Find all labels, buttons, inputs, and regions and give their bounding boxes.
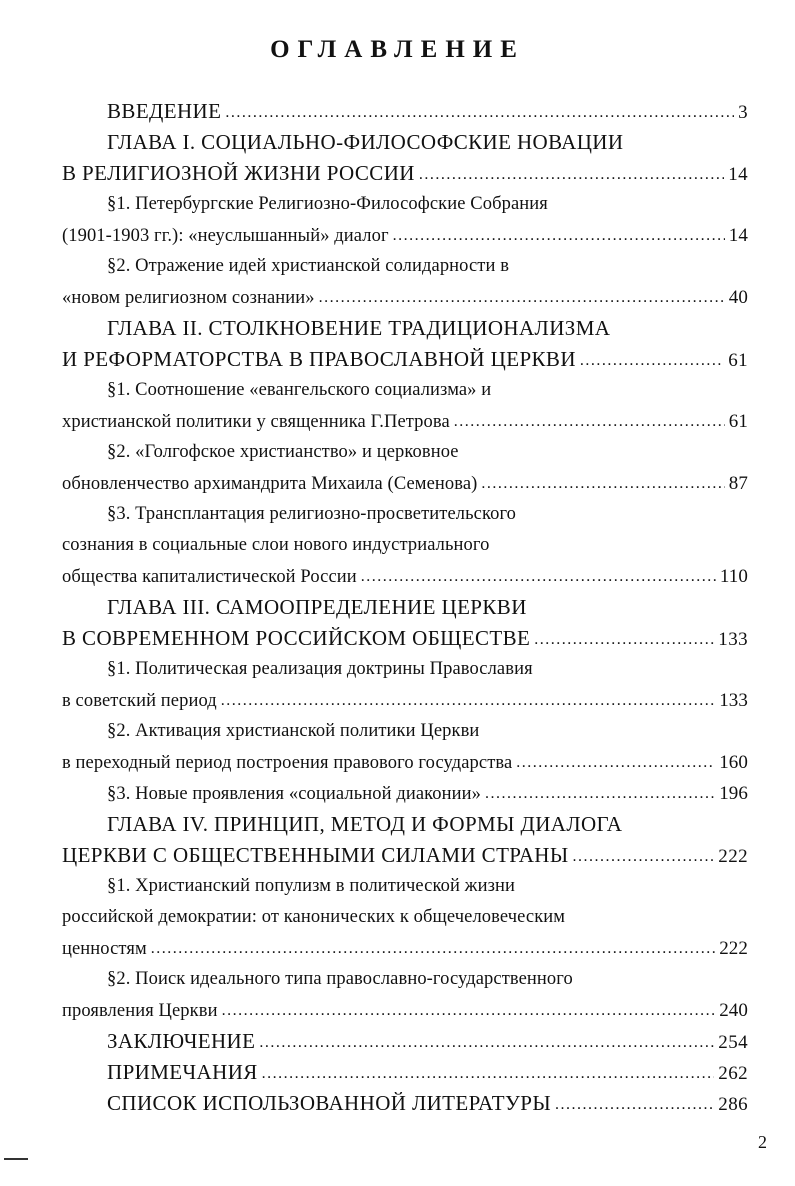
toc-page-number: 262 xyxy=(718,1063,748,1084)
dot-leader xyxy=(481,468,724,499)
toc-section-3-3[interactable] xyxy=(62,778,748,809)
toc-entry-title: §2. Активация христианской политики Церкви xyxy=(107,721,480,741)
toc-entry-title: В РЕЛИГИОЗНОЙ ЖИЗНИ РОССИИ xyxy=(62,161,415,185)
dot-leader xyxy=(259,1027,714,1058)
toc-entry-title: ВВЕДЕНИЕ xyxy=(107,99,222,123)
toc-entry-title: §2. Поиск идеального типа православно-государственного xyxy=(107,969,573,989)
toc-entry-title: §2. Отражение идей христианской солидарности в xyxy=(107,256,510,276)
dot-leader xyxy=(151,933,715,964)
toc-chapter-1-line1[interactable] xyxy=(62,127,748,158)
toc-entry-title: §1. Соотношение «евангельского социализма» и xyxy=(107,380,492,400)
toc-section-4-1-line3[interactable] xyxy=(62,933,748,964)
toc-page-number: 222 xyxy=(718,846,748,867)
toc-page-number: 61 xyxy=(728,411,748,432)
toc-entry-title: сознания в социальные слои нового индустриального xyxy=(62,535,490,555)
dot-leader xyxy=(516,747,715,778)
dot-leader xyxy=(393,220,725,251)
toc-entry-title: (1901-1903 гг.): «неуслышанный» диалог xyxy=(62,226,389,246)
toc-entry-title: §1. Политическая реализация доктрины Православия xyxy=(107,659,533,679)
toc-chapter-2-line2[interactable] xyxy=(62,344,748,375)
toc-page-number: 3 xyxy=(738,102,748,123)
toc-section-4-2-line1[interactable] xyxy=(62,964,748,995)
toc-section-3-2-line2[interactable] xyxy=(62,747,748,778)
toc-section-1-2-line2[interactable] xyxy=(62,282,748,313)
toc-chapter-2-line1[interactable] xyxy=(62,313,748,344)
dot-leader xyxy=(573,841,715,872)
table-of-contents xyxy=(62,96,748,1119)
toc-section-1-2-line1[interactable] xyxy=(62,251,748,282)
toc-section-4-1-line2[interactable] xyxy=(62,902,748,933)
dot-leader xyxy=(262,1058,715,1089)
toc-section-2-3-line3[interactable] xyxy=(62,561,748,592)
page-number: 2 xyxy=(758,1132,767,1152)
dot-leader xyxy=(419,159,724,190)
toc-page-number: 87 xyxy=(728,473,748,494)
toc-entry-title: §2. «Голгофское христианство» и церковное xyxy=(107,442,459,462)
toc-entry-title: российской демократии: от канонических к общечеловеческим xyxy=(62,907,566,927)
toc-entry-title: общества капиталистической России xyxy=(62,567,357,587)
toc-entry-title: §3. Трансплантация религиозно-просветительского xyxy=(107,504,517,524)
toc-section-1-1-line1[interactable] xyxy=(62,189,748,220)
dot-leader xyxy=(225,97,734,128)
toc-entry-title: обновленчество архимандрита Михаила (Семенова) xyxy=(62,474,478,494)
toc-entry-bibliography[interactable] xyxy=(62,1088,748,1119)
toc-entry-title: ГЛАВА I. СОЦИАЛЬНО-ФИЛОСОФСКИЕ НОВАЦИИ xyxy=(107,130,624,154)
dot-leader xyxy=(319,282,725,313)
toc-page-number: 133 xyxy=(718,629,748,650)
toc-section-2-2-line2[interactable] xyxy=(62,468,748,499)
toc-section-3-1-line2[interactable] xyxy=(62,685,748,716)
toc-entry-title: ГЛАВА IV. ПРИНЦИП, МЕТОД И ФОРМЫ ДИАЛОГА xyxy=(107,812,623,836)
toc-chapter-4-line2[interactable] xyxy=(62,840,748,871)
toc-section-3-2-line1[interactable] xyxy=(62,716,748,747)
toc-section-2-3-line2[interactable] xyxy=(62,530,748,561)
toc-section-2-1-line2[interactable] xyxy=(62,406,748,437)
toc-page-number: 286 xyxy=(718,1094,748,1115)
toc-page-number: 240 xyxy=(719,1000,748,1021)
dot-leader xyxy=(580,345,724,376)
toc-chapter-1-line2[interactable] xyxy=(62,158,748,189)
toc-section-4-2-line2[interactable] xyxy=(62,995,748,1026)
toc-page-number: 222 xyxy=(719,938,748,959)
toc-entry-title: ГЛАВА III. САМООПРЕДЕЛЕНИЕ ЦЕРКВИ xyxy=(107,595,527,619)
toc-entry-title: христианской политики у священника Г.Петрова xyxy=(62,412,450,432)
toc-chapter-3-line1[interactable] xyxy=(62,592,748,623)
toc-entry-title: ценностям xyxy=(62,939,147,959)
toc-entry-title: §3. Новые проявления «социальной диаконии» xyxy=(107,784,481,804)
toc-entry-title: ЗАКЛЮЧЕНИЕ xyxy=(107,1029,256,1053)
toc-entry-introduction[interactable] xyxy=(62,96,748,127)
toc-entry-title: ЦЕРКВИ С ОБЩЕСТВЕННЫМИ СИЛАМИ СТРАНЫ xyxy=(62,843,569,867)
toc-entry-title: §1. Петербургские Религиозно-Философские Собрания xyxy=(107,194,548,214)
scan-edge-mark xyxy=(4,1158,28,1160)
toc-entry-title: в советский период xyxy=(62,691,217,711)
toc-section-4-1-line1[interactable] xyxy=(62,871,748,902)
toc-section-2-1-line1[interactable] xyxy=(62,375,748,406)
toc-entry-title: в переходный период построения правового государства xyxy=(62,753,513,773)
toc-chapter-3-line2[interactable] xyxy=(62,623,748,654)
dot-leader xyxy=(485,778,715,809)
toc-section-2-3-line1[interactable] xyxy=(62,499,748,530)
toc-entry-title: проявления Церкви xyxy=(62,1001,218,1021)
toc-page-number: 160 xyxy=(719,752,748,773)
dot-leader xyxy=(361,561,716,592)
toc-section-1-1-line2[interactable] xyxy=(62,220,748,251)
toc-entry-title: §1. Христианский популизм в политической жизни xyxy=(107,876,515,896)
dot-leader xyxy=(221,685,715,716)
toc-section-2-2-line1[interactable] xyxy=(62,437,748,468)
toc-entry-title: СПИСОК ИСПОЛЬЗОВАННОЙ ЛИТЕРАТУРЫ xyxy=(107,1091,552,1115)
toc-page-number: 110 xyxy=(719,566,748,587)
toc-entry-notes[interactable] xyxy=(62,1057,748,1088)
toc-section-3-1-line1[interactable] xyxy=(62,654,748,685)
toc-entry-title: «новом религиозном сознании» xyxy=(62,288,315,308)
toc-entry-conclusion[interactable] xyxy=(62,1026,748,1057)
toc-page-number: 61 xyxy=(728,350,748,371)
dot-leader xyxy=(454,406,725,437)
dot-leader xyxy=(222,995,716,1026)
toc-page-number: 133 xyxy=(719,690,748,711)
toc-entry-title: И РЕФОРМАТОРСТВА В ПРАВОСЛАВНОЙ ЦЕРКВИ xyxy=(62,347,576,371)
toc-entry-title: В СОВРЕМЕННОМ РОССИЙСКОМ ОБЩЕСТВЕ xyxy=(62,626,531,650)
toc-page-number: 14 xyxy=(728,225,748,246)
toc-entry-title: ПРИМЕЧАНИЯ xyxy=(107,1060,258,1084)
toc-page-number: 40 xyxy=(728,287,748,308)
toc-page-number: 14 xyxy=(728,164,748,185)
toc-chapter-4-line1[interactable] xyxy=(62,809,748,840)
dot-leader xyxy=(534,624,714,655)
toc-entry-title: ГЛАВА II. СТОЛКНОВЕНИЕ ТРАДИЦИОНАЛИЗМА xyxy=(107,316,611,340)
dot-leader xyxy=(555,1089,714,1120)
toc-page-number: 196 xyxy=(719,783,748,804)
page-title: ОГЛАВЛЕНИЕ xyxy=(270,36,525,63)
toc-page-number: 254 xyxy=(718,1032,748,1053)
